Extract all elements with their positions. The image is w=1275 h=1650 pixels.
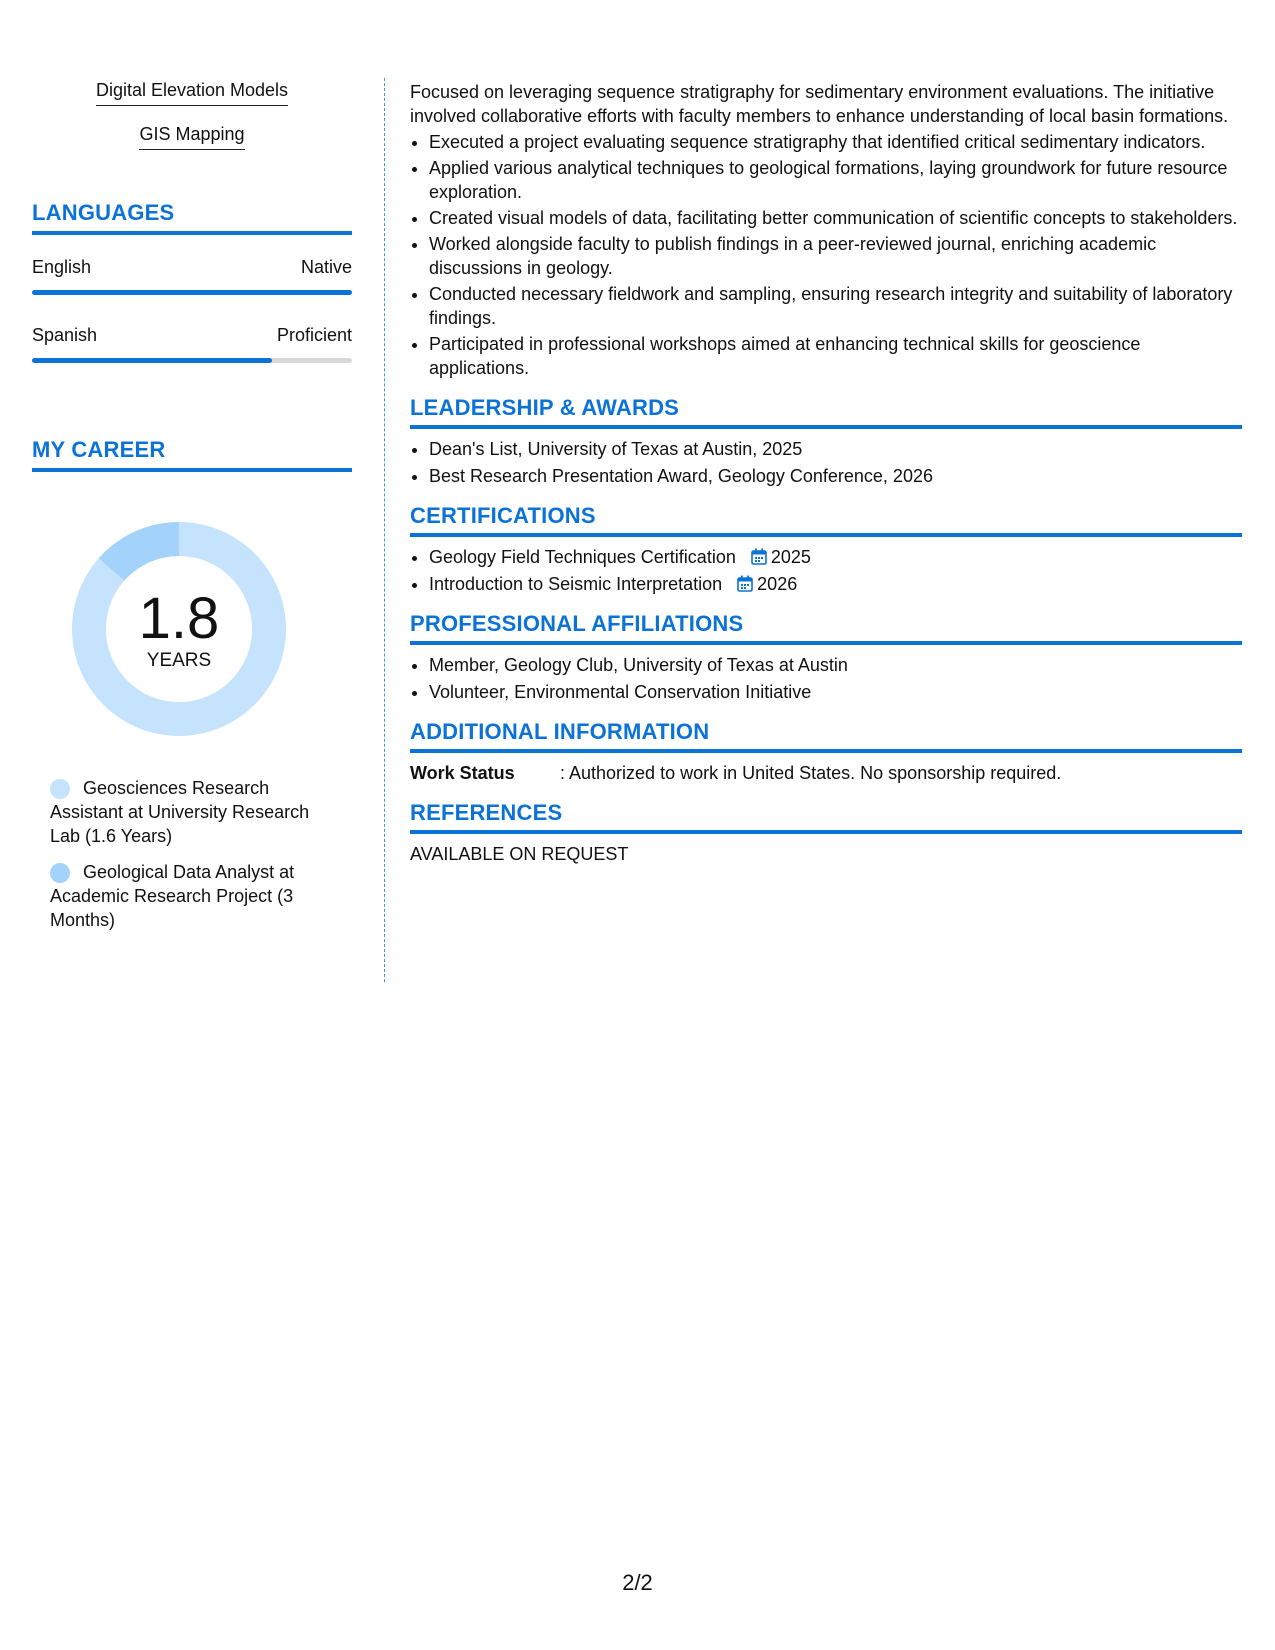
language-name: Spanish (32, 325, 98, 345)
language-proficiency-bar (32, 358, 352, 363)
project-section (410, 80, 1242, 380)
list-item (429, 572, 1242, 596)
certification-name: Introduction to Seismic Interpretation (429, 574, 723, 594)
column-divider (384, 78, 385, 982)
project-bullets (410, 130, 1242, 380)
list-item: • Volunteer, Environmental Conservation Initiative (429, 680, 1242, 704)
additional-info-heading: ADDITIONAL INFORMATION (410, 720, 1242, 753)
career-job-label: Geosciences Research Assistant at University Research Lab (1.6 Years) (50, 778, 310, 846)
career-total-years: 1.8 (138, 586, 220, 651)
language-item (32, 325, 352, 363)
language-proficiency-bar (32, 290, 352, 295)
career-legend (50, 776, 340, 932)
awards-section (410, 396, 1242, 488)
right-column (410, 80, 1242, 866)
affiliations-heading: PROFESSIONAL AFFILIATIONS (410, 612, 1242, 645)
career-legend-item (50, 776, 340, 848)
certification-year: 2026 (757, 574, 798, 594)
references-text: AVAILABLE ON REQUEST (410, 844, 629, 864)
languages-heading: LANGUAGES (32, 200, 352, 235)
references-section (410, 801, 1242, 866)
career-donut-chart (66, 516, 292, 742)
certification-year: 2025 (770, 547, 811, 567)
references-heading: REFERENCES (410, 801, 1242, 834)
work-status-row (410, 761, 1242, 785)
list-item: • Conducted necessary fieldwork and sampling, ensuring research integrity and suitability of laboratory findings. (429, 282, 1242, 330)
skills-list (32, 80, 352, 150)
career-heading: MY CAREER (32, 437, 352, 472)
calendar-icon (737, 575, 753, 592)
career-years-label: YEARS (146, 650, 212, 671)
language-name: English (32, 257, 92, 277)
list-item (429, 545, 1242, 569)
certifications-section (410, 504, 1242, 596)
list-item: • Executed a project evaluating sequence stratigraphy that identified critical sedimentary indicators. (429, 130, 1242, 154)
work-status-label: Work Status (410, 763, 515, 783)
skill-tag: Digital Elevation Models (96, 80, 288, 106)
calendar-icon (751, 548, 767, 565)
career-section (32, 437, 352, 932)
legend-dot (50, 863, 70, 883)
language-item (32, 257, 352, 295)
language-level: Native (300, 257, 352, 277)
list-item: • Applied various analytical techniques to geological formations, laying groundwork for future resource exploration. (429, 156, 1242, 204)
career-legend-item (50, 860, 340, 932)
certifications-heading: CERTIFICATIONS (410, 504, 1242, 537)
additional-info-section (410, 720, 1242, 785)
left-column (32, 80, 352, 932)
list-item: • Member, Geology Club, University of Texas at Austin (429, 653, 1242, 677)
legend-dot (50, 779, 70, 799)
affiliations-section (410, 612, 1242, 704)
certification-name: Geology Field Techniques Certification (429, 547, 736, 567)
work-status-value: : Authorized to work in United States. No sponsorship required. (560, 763, 1062, 783)
list-item: • Created visual models of data, facilitating better communication of scientific concepts to stakeholders. (429, 206, 1242, 230)
skill-tag: GIS Mapping (139, 124, 244, 150)
language-level: Proficient (276, 325, 352, 345)
language-proficiency-fill (32, 290, 352, 295)
list-item: • Best Research Presentation Award, Geology Conference, 2026 (429, 464, 1242, 488)
list-item: • Worked alongside faculty to publish findings in a peer-reviewed journal, enriching academic discussions in geology. (429, 232, 1242, 280)
list-item: • Dean's List, University of Texas at Austin, 2025 (429, 437, 1242, 461)
career-job-label: Geological Data Analyst at Academic Research Project (3 Months) (50, 862, 295, 930)
languages-section (32, 200, 352, 363)
page-number: 2/2 (622, 1570, 653, 1595)
project-description: Focused on leveraging sequence stratigraphy for sedimentary environment evaluations. The initiative involved collaborative efforts with faculty members to enhance understanding of local basin formations. (410, 82, 1229, 126)
awards-heading: LEADERSHIP & AWARDS (410, 396, 1242, 429)
language-proficiency-fill (32, 358, 272, 363)
list-item: • Participated in professional workshops aimed at enhancing technical skills for geoscience applications. (429, 332, 1242, 380)
